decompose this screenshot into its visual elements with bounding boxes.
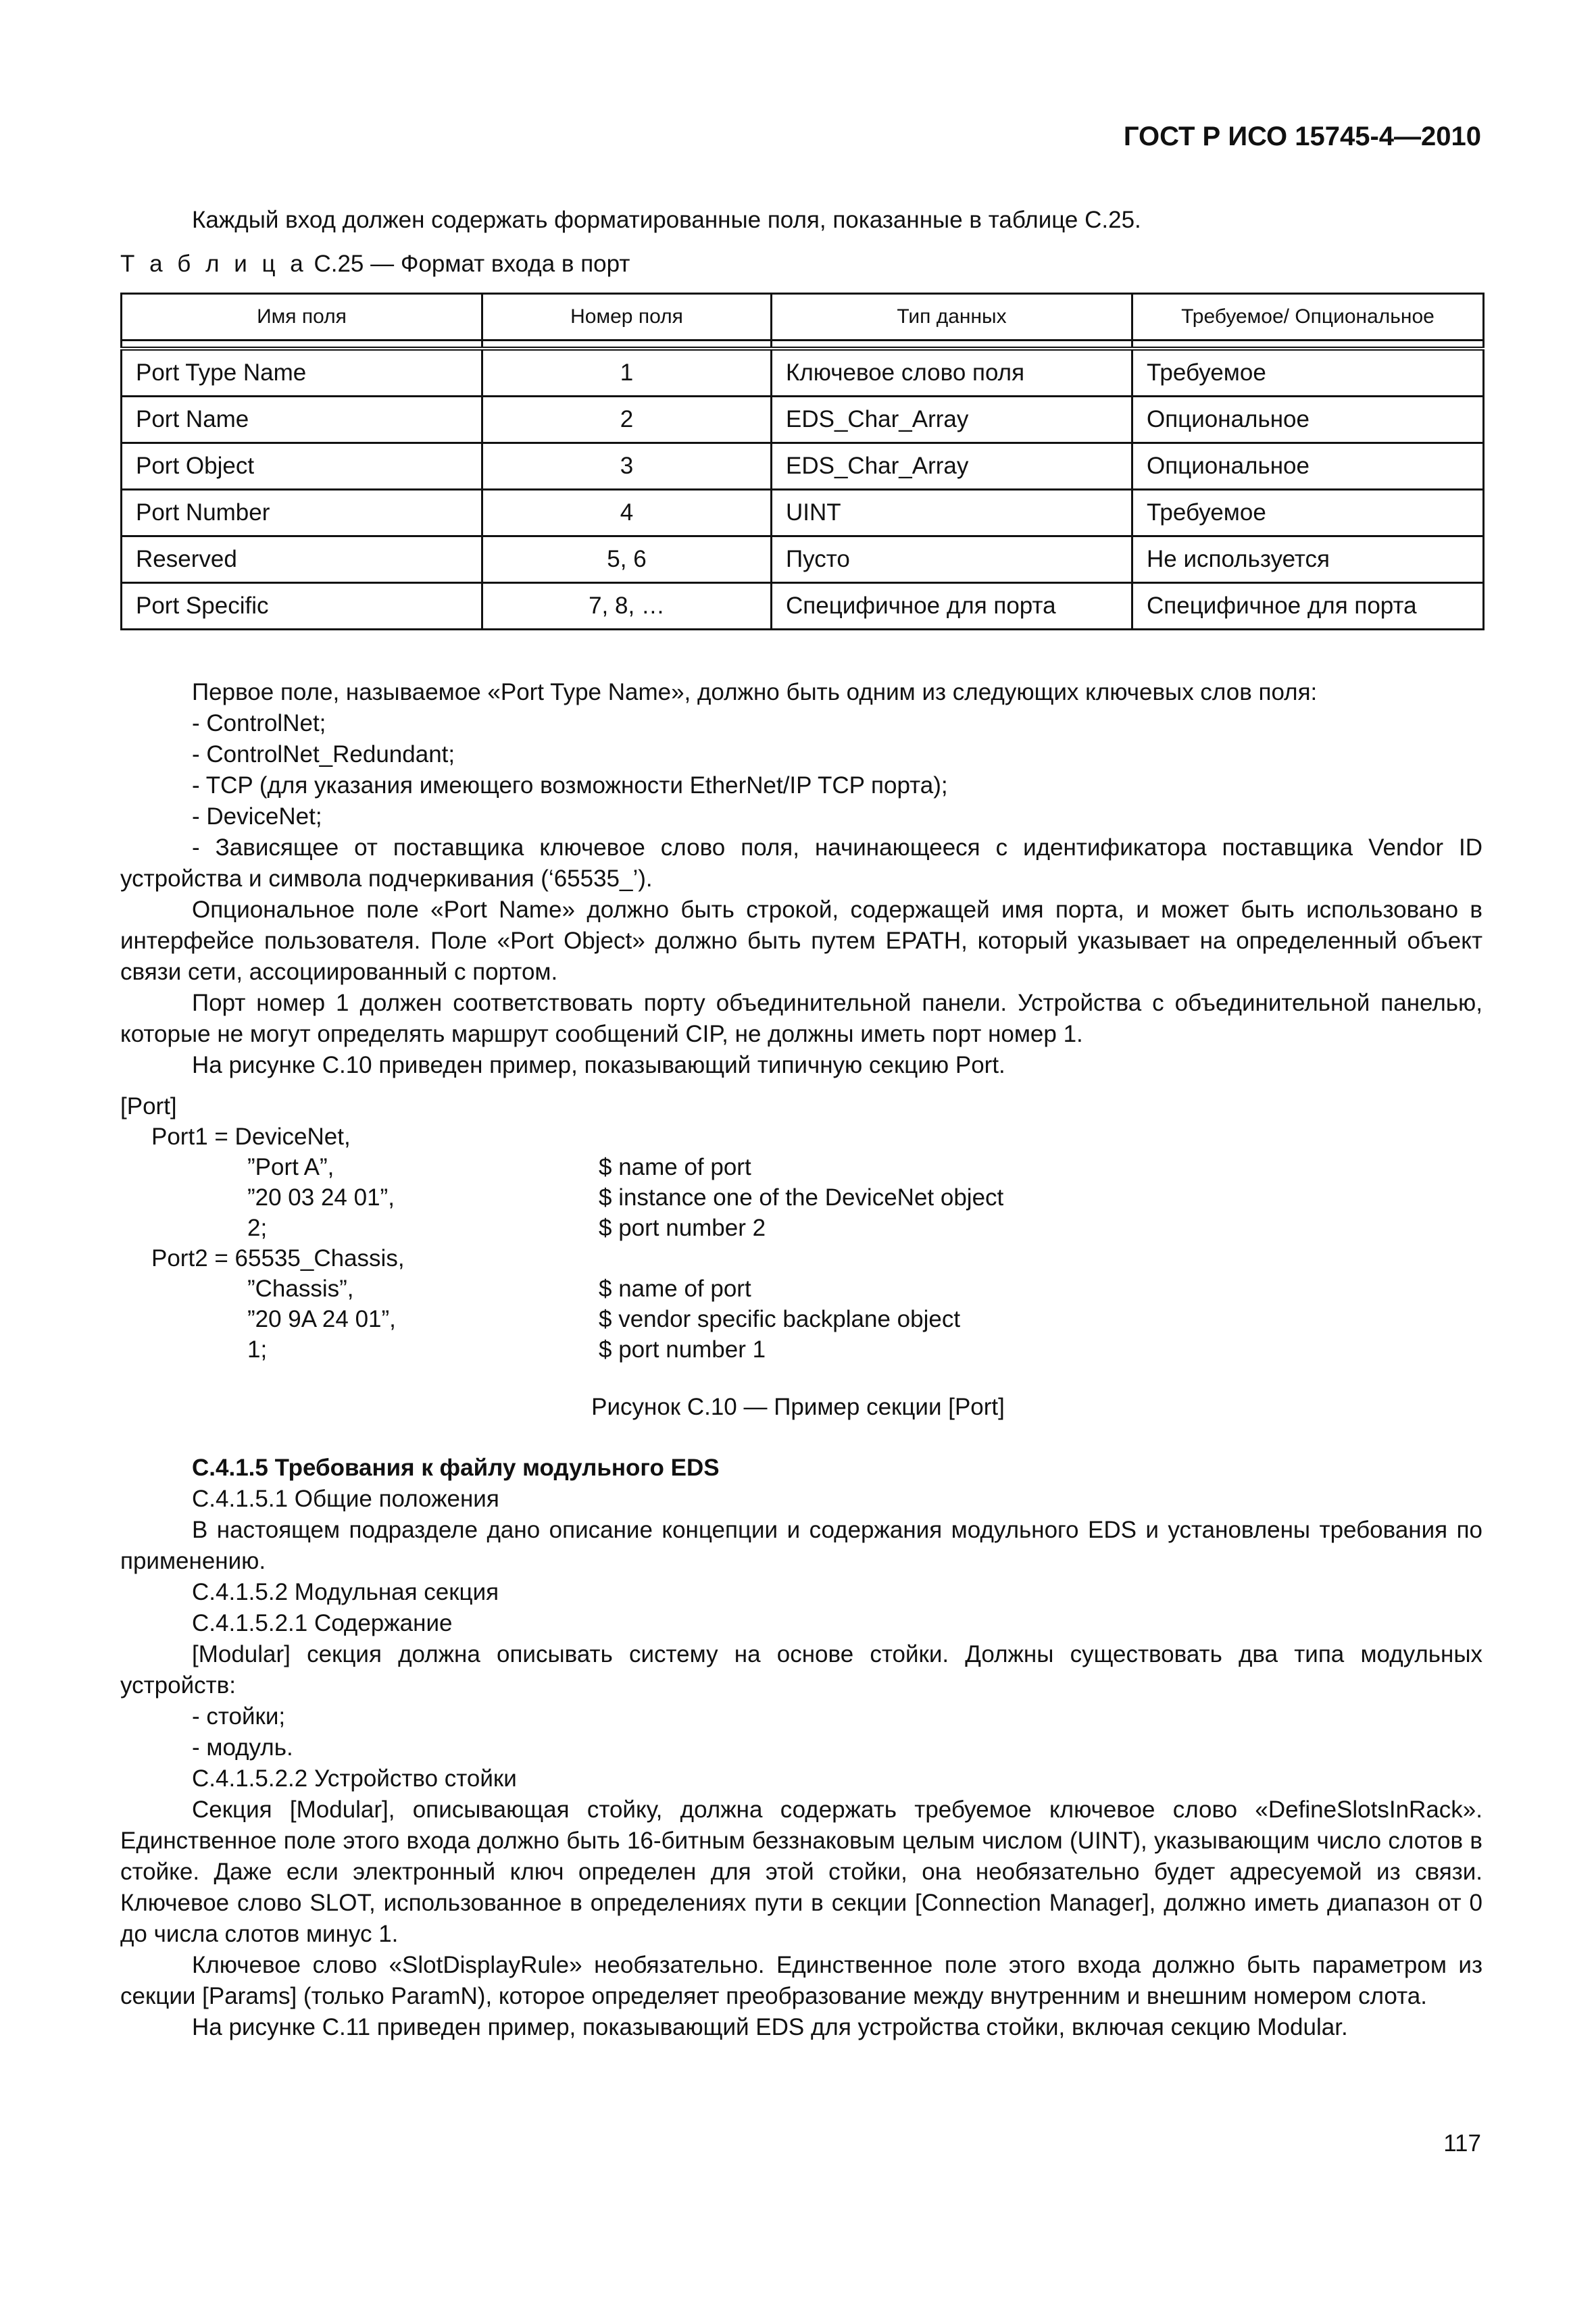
code-line: [Port] bbox=[120, 1093, 177, 1120]
code-comment: $ port number 2 bbox=[599, 1215, 766, 1241]
table-row bbox=[122, 583, 1484, 630]
code-value: 2; bbox=[247, 1215, 268, 1241]
header-field-number: Номер поля bbox=[482, 294, 772, 341]
table-caption-text: С.25 — Формат входа в порт bbox=[307, 251, 630, 277]
paragraph: Порт номер 1 должен соответствовать порту объединительной панели. Устройства с объединительной панелью, которые не могут определять маршрут сообщений CIP, не должны иметь порт номер 1. bbox=[120, 990, 1482, 1047]
paragraph: Первое поле, называемое «Port Type Name», должно быть одним из следующих ключевых слов поля: bbox=[192, 679, 1318, 705]
cell-field-name: Port Name bbox=[122, 397, 482, 443]
header-field-name: Имя поля bbox=[122, 294, 482, 341]
table-row bbox=[122, 443, 1484, 490]
code-value: ”Port A”, bbox=[247, 1154, 334, 1180]
code-value: ”20 03 24 01”, bbox=[247, 1184, 395, 1211]
code-value: ”Chassis”, bbox=[247, 1276, 354, 1302]
cell-field-number: 3 bbox=[482, 443, 772, 490]
code-comment: $ port number 1 bbox=[599, 1336, 766, 1363]
table-row bbox=[122, 490, 1484, 536]
cell-data-type: Пусто bbox=[772, 536, 1132, 583]
section-heading: С.4.1.5 Требования к файлу модульного EDS bbox=[192, 1455, 720, 1481]
subsection-heading: С.4.1.5.2.1 Содержание bbox=[192, 1610, 453, 1636]
subsection-heading: С.4.1.5.2.2 Устройство стойки bbox=[192, 1765, 517, 1792]
cell-field-number: 4 bbox=[482, 490, 772, 536]
list-item: - TCP (для указания имеющего возможности EtherNet/IP TCP порта); bbox=[192, 772, 948, 799]
code-comment: $ name of port bbox=[599, 1154, 751, 1180]
paragraph: Ключевое слово «SlotDisplayRule» необязательно. Единственное поле этого входа должно быть параметром из секции [Params] (только ParamN), которое определяет преобразование между внутренним и внешним номером слота. bbox=[120, 1952, 1482, 2009]
list-item: - ControlNet_Redundant; bbox=[192, 741, 455, 768]
standard-header: ГОСТ Р ИСО 15745-4—2010 bbox=[1123, 122, 1481, 151]
cell-field-name: Reserved bbox=[122, 536, 482, 583]
code-line: Port2 = 65535_Chassis, bbox=[151, 1245, 405, 1272]
header-data-type: Тип данных bbox=[772, 294, 1132, 341]
subsection-heading: С.4.1.5.1 Общие положения bbox=[192, 1486, 499, 1512]
cell-required: Специфичное для порта bbox=[1132, 583, 1484, 630]
table-caption bbox=[120, 249, 630, 280]
code-comment: $ vendor specific backplane object bbox=[599, 1306, 961, 1332]
cell-required: Не используется bbox=[1132, 536, 1484, 583]
cell-field-number: 1 bbox=[482, 349, 772, 397]
cell-field-name: Port Type Name bbox=[122, 349, 482, 397]
paragraph: В настоящем подразделе дано описание концепции и содержания модульного EDS и установлены требования по применению. bbox=[120, 1517, 1482, 1574]
paragraph: На рисунке С.10 приведен пример, показывающий типичную секцию Port. bbox=[192, 1052, 1005, 1078]
code-comment: $ name of port bbox=[599, 1276, 751, 1302]
cell-field-number: 7, 8, … bbox=[482, 583, 772, 630]
cell-required: Опциональное bbox=[1132, 397, 1484, 443]
port-format-table bbox=[120, 293, 1485, 630]
code-comment: $ instance one of the DeviceNet object bbox=[599, 1184, 1004, 1211]
table-row bbox=[122, 397, 1484, 443]
cell-data-type: Специфичное для порта bbox=[772, 583, 1132, 630]
subsection-heading: С.4.1.5.2 Модульная секция bbox=[192, 1579, 499, 1605]
list-item: - стойки; bbox=[192, 1703, 286, 1730]
cell-required: Опциональное bbox=[1132, 443, 1484, 490]
paragraph: Опциональное поле «Port Name» должно быть строкой, содержащей имя порта, и может быть использовано в интерфейсе пользователя. Поле «Port Object» должно быть путем EPATH, который указывает на определенный объект связи сети, ассоциированный с портом. bbox=[120, 897, 1482, 985]
cell-field-number: 2 bbox=[482, 397, 772, 443]
cell-field-number: 5, 6 bbox=[482, 536, 772, 583]
paragraph: Секция [Modular], описывающая стойку, должна содержать требуемое ключевое слово «DefineSlotsInRack». Единственное поле этого входа должно быть 16-битным беззнаковым целым числом (UINT), указывающим число слотов в стойке. Даже если электронный ключ определен для этой стойки, она необязательно будет адресуемой из связи. Ключевое слово SLOT, использованное в определениях пути в секции [Connection Manager], должно иметь диапазон от 0 до числа слотов минус 1. bbox=[120, 1796, 1482, 1947]
paragraph: На рисунке С.11 приведен пример, показывающий EDS для устройства стойки, включая секцию Modular. bbox=[192, 2014, 1348, 2040]
code-value: ”20 9A 24 01”, bbox=[247, 1306, 396, 1332]
table-caption-prefix: Т а б л и ц а bbox=[120, 251, 307, 277]
cell-field-name: Port Object bbox=[122, 443, 482, 490]
cell-data-type: EDS_Char_Array bbox=[772, 397, 1132, 443]
list-item: - модуль. bbox=[192, 1734, 293, 1761]
code-line: Port1 = DeviceNet, bbox=[151, 1124, 351, 1150]
page-number: 117 bbox=[1443, 2130, 1481, 2157]
cell-field-name: Port Specific bbox=[122, 583, 482, 630]
section-modular-eds bbox=[120, 1453, 1482, 2043]
paragraph: [Modular] секция должна описывать систему на основе стойки. Должны существовать два типа модульных устройств: bbox=[120, 1641, 1482, 1699]
cell-data-type: Ключевое слово поля bbox=[772, 349, 1132, 397]
code-value: 1; bbox=[247, 1336, 268, 1363]
header-required: Требуемое/ Опциональное bbox=[1132, 294, 1484, 341]
cell-required: Требуемое bbox=[1132, 349, 1484, 397]
cell-data-type: EDS_Char_Array bbox=[772, 443, 1132, 490]
cell-field-name: Port Number bbox=[122, 490, 482, 536]
port-section-example bbox=[120, 1091, 1404, 1365]
table-row bbox=[122, 349, 1484, 397]
table-row bbox=[122, 536, 1484, 583]
list-item: - ControlNet; bbox=[192, 710, 326, 736]
paragraph: - Зависящее от поставщика ключевое слово поля, начинающееся с идентификатора поставщика Vendor ID устройства и символа подчеркивания (‘65535_’). bbox=[120, 834, 1482, 892]
body-text-port-type bbox=[120, 677, 1482, 1081]
cell-required: Требуемое bbox=[1132, 490, 1484, 536]
intro-paragraph: Каждый вход должен содержать форматированные поля, показанные в таблице С.25. bbox=[192, 207, 1141, 233]
figure-caption: Рисунок С.10 — Пример секции [Port] bbox=[591, 1394, 1005, 1420]
list-item: - DeviceNet; bbox=[192, 803, 322, 830]
cell-data-type: UINT bbox=[772, 490, 1132, 536]
